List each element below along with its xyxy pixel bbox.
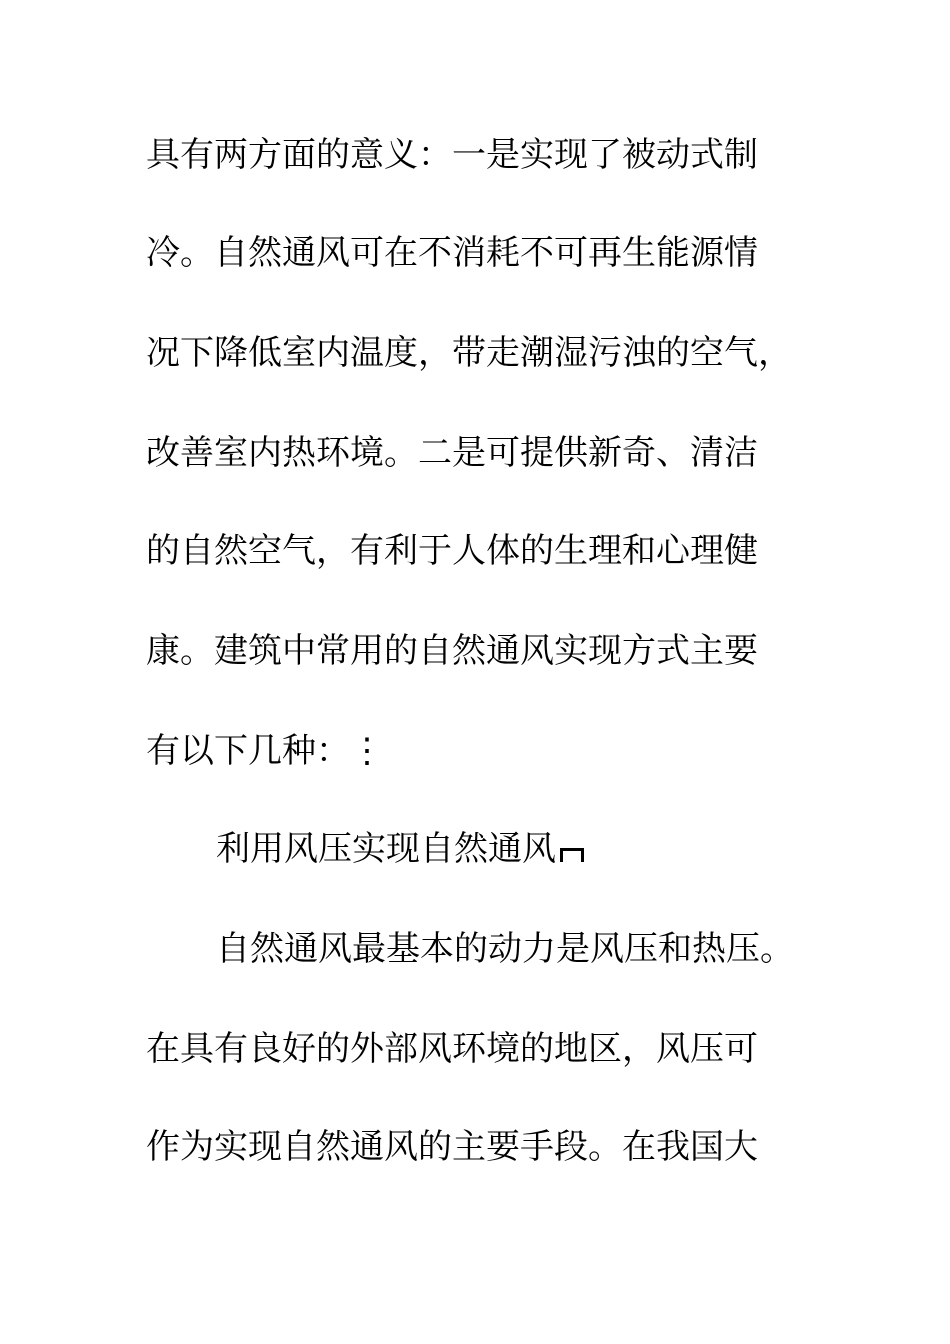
paragraph-line: 具有两方面的意义：一是实现了被动式制 xyxy=(146,135,758,175)
section-heading-text: 利用风压实现自然通风 xyxy=(216,829,556,869)
section-heading xyxy=(216,829,588,869)
anchor-mark-icon xyxy=(558,836,588,864)
paragraph-line: 改善室内热环境。二是可提供新奇、清洁 xyxy=(146,433,758,473)
paragraph-line: 冷。自然通风可在不消耗不可再生能源情 xyxy=(146,233,758,273)
paragraph-line: 况下降低室内温度，带走潮湿污浊的空气， xyxy=(146,333,792,373)
paragraph-line: 的自然空气，有利于人体的生理和心理健 xyxy=(146,531,758,571)
paragraph-line: 在具有良好的外部风环境的地区，风压可 xyxy=(146,1029,758,1069)
paragraph-line: 康。建筑中常用的自然通风实现方式主要 xyxy=(146,631,758,671)
paragraph-line: 有以下几种：⋮ xyxy=(146,731,384,771)
paragraph-line: 作为实现自然通风的主要手段。在我国大 xyxy=(146,1127,758,1167)
paragraph-line: 自然通风最基本的动力是风压和热压。 xyxy=(216,929,794,969)
